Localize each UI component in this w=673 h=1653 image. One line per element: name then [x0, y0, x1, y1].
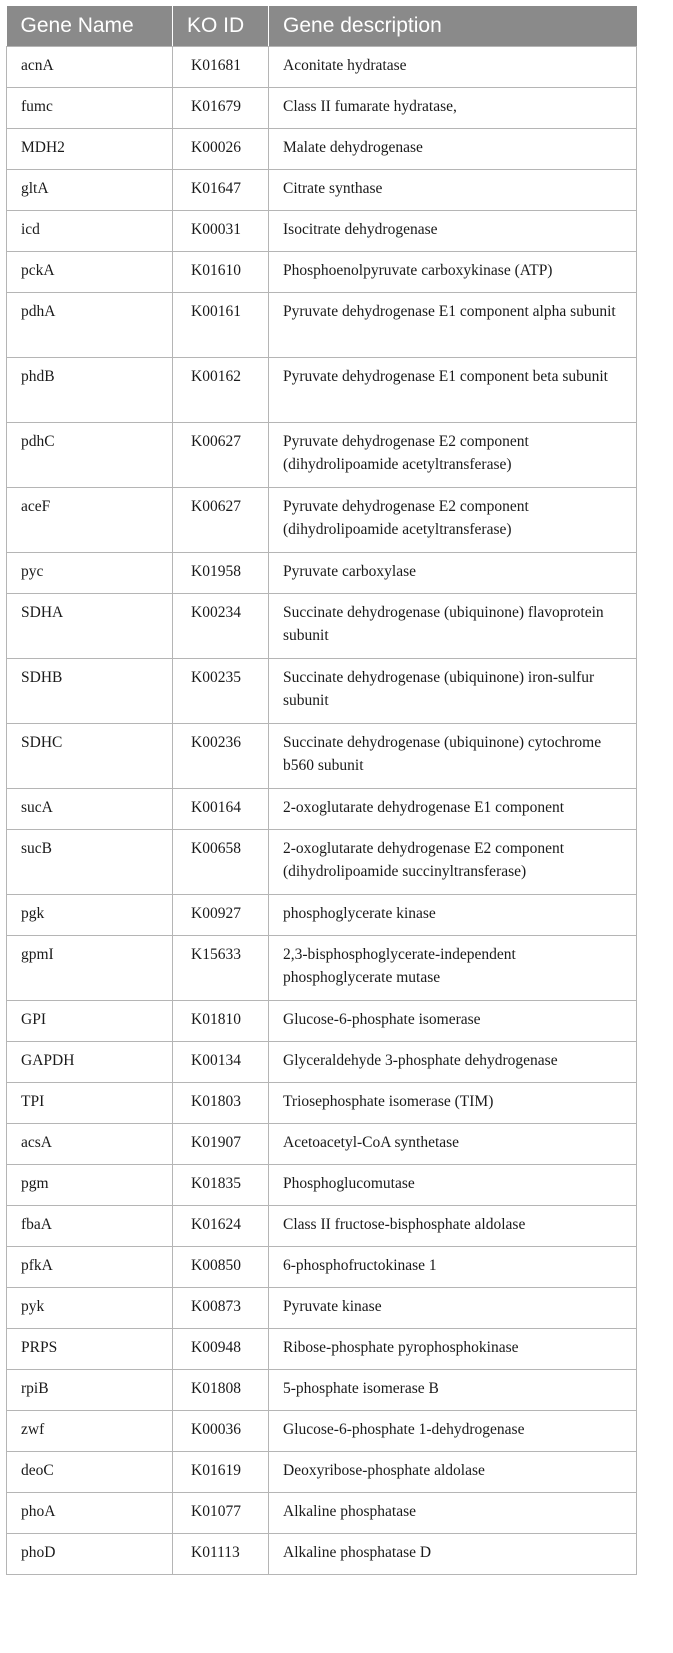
table-header [7, 6, 637, 47]
table-row [7, 789, 637, 830]
table-row [7, 1206, 637, 1247]
table-row [7, 170, 637, 211]
ko-id-cell: K00236 [173, 724, 269, 789]
gene-description-cell: Alkaline phosphatase D [269, 1534, 637, 1575]
gene-name-cell: SDHA [7, 594, 173, 659]
table-row [7, 553, 637, 594]
gene-name-cell: gpmI [7, 936, 173, 1001]
gene-name-cell: deoC [7, 1452, 173, 1493]
ko-id-cell: K01803 [173, 1083, 269, 1124]
gene-name-cell: fumc [7, 88, 173, 129]
ko-id-cell: K00031 [173, 211, 269, 252]
gene-description-cell: Succinate dehydrogenase (ubiquinone) cytochrome b560 subunit [269, 724, 637, 789]
gene-description-cell: 2-oxoglutarate dehydrogenase E2 component (dihydrolipoamide succinyltransferase) [269, 830, 637, 895]
gene-description-cell: 2,3-bisphosphoglycerate-independent phosphoglycerate mutase [269, 936, 637, 1001]
table-row [7, 1001, 637, 1042]
gene-name-cell: aceF [7, 488, 173, 553]
table-row [7, 1165, 637, 1206]
table-row [7, 1288, 637, 1329]
gene-name-cell: sucB [7, 830, 173, 895]
ko-id-cell: K01610 [173, 252, 269, 293]
gene-description-cell: Phosphoglucomutase [269, 1165, 637, 1206]
ko-id-cell: K01619 [173, 1452, 269, 1493]
gene-name-cell: GPI [7, 1001, 173, 1042]
gene-description-cell: Glyceraldehyde 3-phosphate dehydrogenase [269, 1042, 637, 1083]
gene-description-cell: Alkaline phosphatase [269, 1493, 637, 1534]
gene-name-cell: SDHB [7, 659, 173, 724]
gene-description-cell: Class II fructose-bisphosphate aldolase [269, 1206, 637, 1247]
gene-description-cell: 5-phosphate isomerase B [269, 1370, 637, 1411]
ko-id-cell: K00026 [173, 129, 269, 170]
gene-description-cell: Pyruvate dehydrogenase E1 component beta subunit [269, 358, 637, 423]
table-row [7, 252, 637, 293]
gene-description-cell: Pyruvate dehydrogenase E1 component alpha subunit [269, 293, 637, 358]
gene-description-cell: Glucose-6-phosphate isomerase [269, 1001, 637, 1042]
table-row [7, 830, 637, 895]
gene-table [6, 6, 637, 1575]
table-row [7, 211, 637, 252]
ko-id-cell: K00036 [173, 1411, 269, 1452]
gene-name-cell: zwf [7, 1411, 173, 1452]
ko-id-cell: K01077 [173, 1493, 269, 1534]
ko-id-cell: K01835 [173, 1165, 269, 1206]
gene-description-cell: Phosphoenolpyruvate carboxykinase (ATP) [269, 252, 637, 293]
table-row [7, 1411, 637, 1452]
gene-description-cell: 6-phosphofructokinase 1 [269, 1247, 637, 1288]
header-ko-id: KO ID [173, 6, 269, 47]
gene-name-cell: icd [7, 211, 173, 252]
ko-id-cell: K01624 [173, 1206, 269, 1247]
gene-description-cell: Succinate dehydrogenase (ubiquinone) iron-sulfur subunit [269, 659, 637, 724]
header-gene-name: Gene Name [7, 6, 173, 47]
ko-id-cell: K00162 [173, 358, 269, 423]
gene-description-cell: 2-oxoglutarate dehydrogenase E1 component [269, 789, 637, 830]
gene-name-cell: pyc [7, 553, 173, 594]
gene-name-cell: pfkA [7, 1247, 173, 1288]
table-row [7, 358, 637, 423]
gene-description-cell: Pyruvate carboxylase [269, 553, 637, 594]
gene-description-cell: Class II fumarate hydratase, [269, 88, 637, 129]
gene-description-cell: Pyruvate kinase [269, 1288, 637, 1329]
table-row [7, 1083, 637, 1124]
gene-description-cell: Pyruvate dehydrogenase E2 component (dihydrolipoamide acetyltransferase) [269, 423, 637, 488]
table-row [7, 1247, 637, 1288]
header-gene-description: Gene description [269, 6, 637, 47]
gene-description-cell: Aconitate hydratase [269, 47, 637, 88]
ko-id-cell: K01907 [173, 1124, 269, 1165]
gene-name-cell: pgm [7, 1165, 173, 1206]
gene-name-cell: pdhA [7, 293, 173, 358]
table-row [7, 423, 637, 488]
gene-name-cell: acsA [7, 1124, 173, 1165]
table-row [7, 47, 637, 88]
ko-id-cell: K15633 [173, 936, 269, 1001]
gene-name-cell: pyk [7, 1288, 173, 1329]
table-row [7, 1493, 637, 1534]
gene-description-cell: Triosephosphate isomerase (TIM) [269, 1083, 637, 1124]
gene-description-cell: Citrate synthase [269, 170, 637, 211]
gene-name-cell: phdB [7, 358, 173, 423]
table-row [7, 659, 637, 724]
gene-name-cell: GAPDH [7, 1042, 173, 1083]
ko-id-cell: K00873 [173, 1288, 269, 1329]
table-row [7, 594, 637, 659]
gene-description-cell: Acetoacetyl-CoA synthetase [269, 1124, 637, 1165]
ko-id-cell: K00850 [173, 1247, 269, 1288]
gene-name-cell: phoD [7, 1534, 173, 1575]
header-row [7, 6, 637, 47]
gene-table-container [6, 6, 636, 1575]
table-row [7, 1042, 637, 1083]
gene-description-cell: Succinate dehydrogenase (ubiquinone) flavoprotein subunit [269, 594, 637, 659]
gene-name-cell: PRPS [7, 1329, 173, 1370]
ko-id-cell: K01810 [173, 1001, 269, 1042]
table-row [7, 293, 637, 358]
gene-description-cell: Glucose-6-phosphate 1-dehydrogenase [269, 1411, 637, 1452]
gene-description-cell: Malate dehydrogenase [269, 129, 637, 170]
ko-id-cell: K01808 [173, 1370, 269, 1411]
table-row [7, 1452, 637, 1493]
gene-name-cell: pckA [7, 252, 173, 293]
ko-id-cell: K00235 [173, 659, 269, 724]
ko-id-cell: K01681 [173, 47, 269, 88]
table-row [7, 1370, 637, 1411]
ko-id-cell: K00658 [173, 830, 269, 895]
table-row [7, 936, 637, 1001]
table-body [7, 47, 637, 1575]
table-row [7, 895, 637, 936]
gene-name-cell: acnA [7, 47, 173, 88]
ko-id-cell: K00627 [173, 488, 269, 553]
ko-id-cell: K00948 [173, 1329, 269, 1370]
gene-name-cell: SDHC [7, 724, 173, 789]
ko-id-cell: K01958 [173, 553, 269, 594]
table-row [7, 1534, 637, 1575]
table-row [7, 1329, 637, 1370]
ko-id-cell: K00134 [173, 1042, 269, 1083]
gene-name-cell: TPI [7, 1083, 173, 1124]
table-row [7, 488, 637, 553]
gene-description-cell: Pyruvate dehydrogenase E2 component (dihydrolipoamide acetyltransferase) [269, 488, 637, 553]
ko-id-cell: K01113 [173, 1534, 269, 1575]
table-row [7, 129, 637, 170]
table-row [7, 88, 637, 129]
gene-name-cell: phoA [7, 1493, 173, 1534]
gene-name-cell: fbaA [7, 1206, 173, 1247]
gene-description-cell: phosphoglycerate kinase [269, 895, 637, 936]
ko-id-cell: K00234 [173, 594, 269, 659]
gene-description-cell: Isocitrate dehydrogenase [269, 211, 637, 252]
ko-id-cell: K01679 [173, 88, 269, 129]
ko-id-cell: K00627 [173, 423, 269, 488]
table-row [7, 1124, 637, 1165]
ko-id-cell: K00164 [173, 789, 269, 830]
gene-name-cell: pgk [7, 895, 173, 936]
gene-name-cell: pdhC [7, 423, 173, 488]
gene-name-cell: MDH2 [7, 129, 173, 170]
ko-id-cell: K01647 [173, 170, 269, 211]
ko-id-cell: K00927 [173, 895, 269, 936]
ko-id-cell: K00161 [173, 293, 269, 358]
gene-description-cell: Deoxyribose-phosphate aldolase [269, 1452, 637, 1493]
gene-description-cell: Ribose-phosphate pyrophosphokinase [269, 1329, 637, 1370]
gene-name-cell: rpiB [7, 1370, 173, 1411]
gene-name-cell: gltA [7, 170, 173, 211]
table-row [7, 724, 637, 789]
gene-name-cell: sucA [7, 789, 173, 830]
